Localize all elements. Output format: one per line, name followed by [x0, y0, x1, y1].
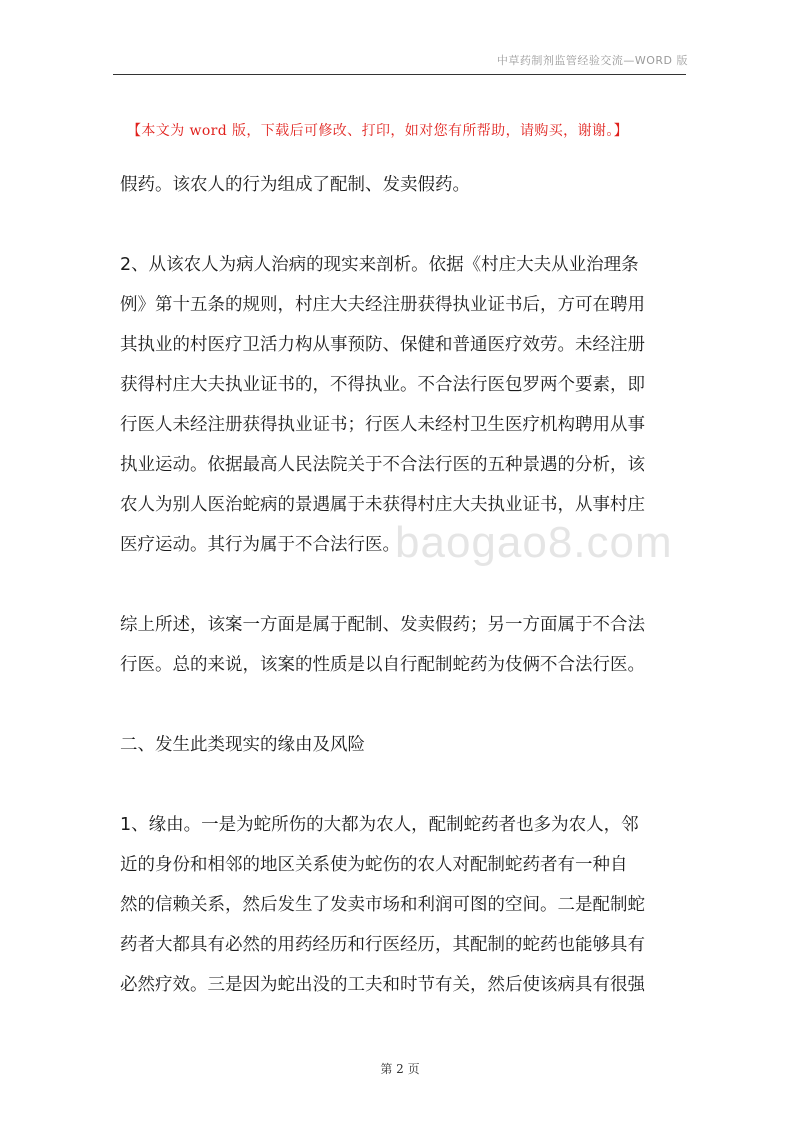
text-line: 1、缘由。一是为蛇所伤的大都为农人，配制蛇药者也多为农人，邻	[120, 815, 639, 835]
text-line: 例》第十五条的规则，村庄大夫经注册获得执业证书后，方可在聘用	[120, 295, 645, 315]
text-line: 行医。总的来说，该案的性质是以自行配制蛇药为伎俩不合法行医。	[120, 655, 645, 675]
text-line: 必然疗效。三是因为蛇出没的工夫和时节有关，然后使该病具有很强	[120, 975, 645, 995]
document-body	[120, 165, 695, 1005]
text-line: 农人为别人医治蛇病的景遇属于未获得村庄大夫执业证书，从事村庄	[120, 495, 645, 515]
paragraph-1	[120, 165, 695, 205]
header-divider	[113, 74, 686, 75]
text-line: 执业运动。依据最高人民法院关于不合法行医的五种景遇的分析，该	[120, 455, 645, 475]
paragraph-gap	[120, 685, 695, 725]
text-line: 医疗运动。其行为属于不合法行医。	[120, 535, 400, 555]
text-line: 其执业的村医疗卫活力构从事预防、保健和普通医疗效劳。未经注册	[120, 335, 645, 355]
text-line: 近的身份和相邻的地区关系使为蛇伤的农人对配制蛇药者有一种自	[120, 855, 628, 875]
download-notice: 【本文为 word 版，下载后可修改、打印，如对您有所帮助，请购买，谢谢。】	[127, 123, 629, 139]
text-line: 行医人未经注册获得执业证书；行医人未经村卫生医疗机构聘用从事	[120, 415, 645, 435]
watermark: baogao8.com	[395, 518, 673, 567]
text-line: 二、发生此类现实的缘由及风险	[120, 735, 365, 755]
page-number: 第 2 页	[380, 1062, 420, 1076]
text-line: 假药。该农人的行为组成了配制、发卖假药。	[120, 175, 470, 195]
text-line: 综上所述，该案一方面是属于配制、发卖假药；另一方面属于不合法	[120, 615, 645, 635]
text-line: 获得村庄大夫执业证书的，不得执业。不合法行医包罗两个要素，即	[120, 375, 645, 395]
paragraph-gap	[120, 765, 695, 805]
paragraph-2	[120, 245, 695, 565]
header-title: 中草药制剂监管经验交流—WORD 版	[496, 54, 688, 67]
paragraph-4	[120, 805, 695, 1005]
text-line: 然的信赖关系，然后发生了发卖市场和利润可图的空间。二是配制蛇	[120, 895, 645, 915]
section-heading	[120, 725, 695, 765]
text-line: 2、从该农人为病人治病的现实来剖析。依据《村庄大夫从业治理条	[120, 255, 639, 275]
text-line: 药者大都具有必然的用药经历和行医经历，其配制的蛇药也能够具有	[120, 935, 645, 955]
paragraph-gap	[120, 205, 695, 245]
paragraph-3	[120, 605, 695, 685]
paragraph-gap	[120, 565, 695, 605]
